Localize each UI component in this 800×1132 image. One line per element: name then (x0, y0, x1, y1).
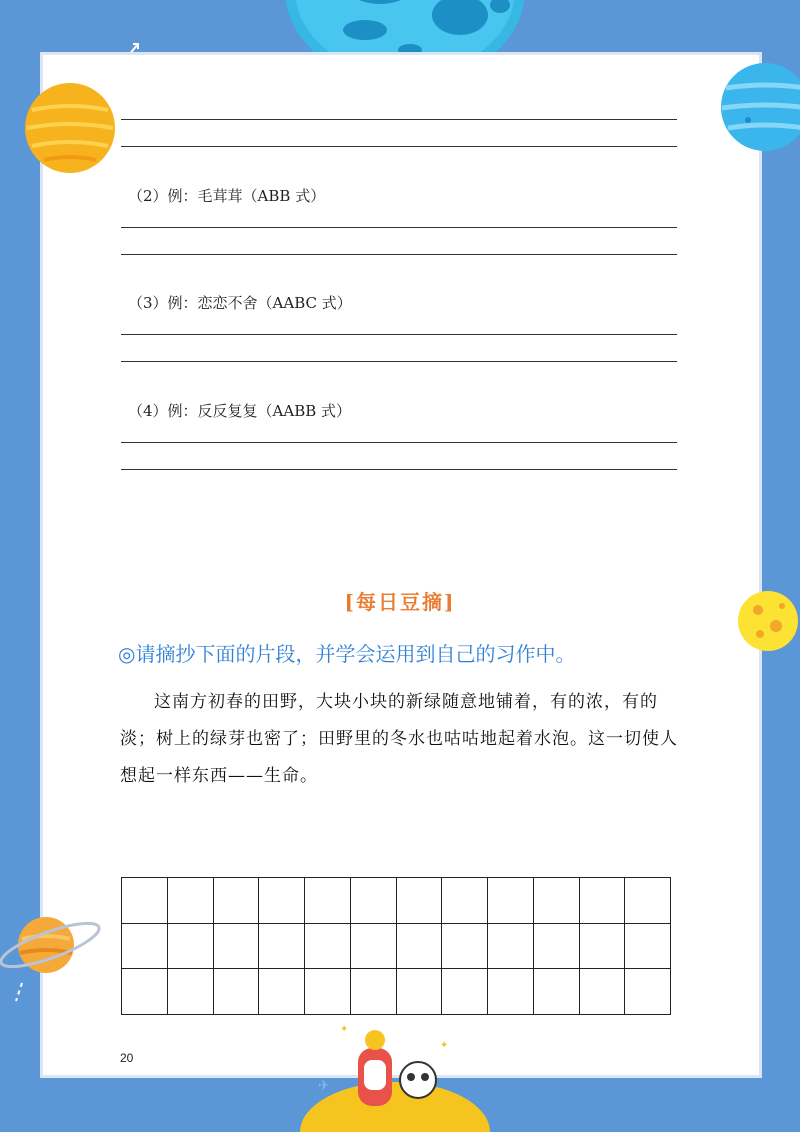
grid-cell[interactable] (625, 969, 671, 1015)
grid-cell[interactable] (534, 878, 580, 924)
grid-cell[interactable] (442, 924, 488, 970)
grid-cell[interactable] (397, 924, 443, 970)
answer-line[interactable] (121, 254, 677, 255)
answer-line[interactable] (121, 227, 677, 228)
copy-writing-grid (121, 877, 671, 1015)
grid-cell[interactable] (214, 969, 260, 1015)
exercise-2-label: （2）例：毛茸茸（ABB 式） (128, 187, 326, 205)
grid-cell[interactable] (397, 878, 443, 924)
grid-cell[interactable] (488, 969, 534, 1015)
svg-text:✦: ✦ (440, 1040, 449, 1051)
grid-cell[interactable] (214, 878, 260, 924)
grid-cell[interactable] (580, 924, 626, 970)
grid-cell[interactable] (534, 924, 580, 970)
answer-line[interactable] (121, 442, 677, 443)
grid-cell[interactable] (351, 878, 397, 924)
grid-cell[interactable] (305, 924, 351, 970)
grid-cell[interactable] (534, 969, 580, 1015)
svg-text:✈: ✈ (318, 1078, 330, 1094)
grid-cell[interactable] (168, 878, 214, 924)
grid-cell[interactable] (305, 878, 351, 924)
grid-cell[interactable] (168, 969, 214, 1015)
grid-cell[interactable] (442, 969, 488, 1015)
svg-text:✦: ✦ (340, 1024, 349, 1035)
grid-cell[interactable] (351, 969, 397, 1015)
instruction-text: ◎请摘抄下面的片段，并学会运用到自己的习作中。 (118, 642, 576, 666)
grid-cell[interactable] (442, 878, 488, 924)
passage-text: 这南方初春的田野，大块小块的新绿随意地铺着，有的浓，有的淡；树上的绿芽也密了；田野里的冬水也咕咕地起着水泡。这一切使人想起一样东西——生命。 (120, 692, 678, 786)
answer-line[interactable] (121, 146, 677, 147)
grid-cell[interactable] (305, 969, 351, 1015)
grid-cell[interactable] (259, 924, 305, 970)
grid-cell[interactable] (122, 878, 168, 924)
exercise-3-label: （3）例：恋恋不舍（AABC 式） (128, 294, 352, 312)
grid-cell[interactable] (488, 878, 534, 924)
grid-cell[interactable] (351, 924, 397, 970)
grid-cell[interactable] (168, 924, 214, 970)
grid-cell[interactable] (122, 924, 168, 970)
blue-planet-right-illustration (718, 60, 800, 154)
section-title: [每日豆摘] (344, 590, 456, 614)
grid-cell[interactable] (259, 878, 305, 924)
grid-cell[interactable] (259, 969, 305, 1015)
ringed-planet-illustration (0, 905, 104, 1005)
grid-cell[interactable] (625, 924, 671, 970)
yellow-planet-illustration (22, 80, 118, 176)
grid-cell[interactable] (488, 924, 534, 970)
exercise-4-label: （4）例：反反复复（AABB 式） (128, 402, 352, 420)
answer-line[interactable] (121, 119, 677, 120)
grid-cell[interactable] (580, 878, 626, 924)
page-number: 20 (120, 1051, 134, 1065)
grid-cell[interactable] (397, 969, 443, 1015)
grid-cell[interactable] (214, 924, 260, 970)
grid-cell[interactable] (625, 878, 671, 924)
answer-line[interactable] (121, 334, 677, 335)
answer-line[interactable] (121, 361, 677, 362)
rocket-panda-illustration (300, 1020, 490, 1132)
answer-line[interactable] (121, 469, 677, 470)
grid-cell[interactable] (122, 969, 168, 1015)
grid-cell[interactable] (580, 969, 626, 1015)
